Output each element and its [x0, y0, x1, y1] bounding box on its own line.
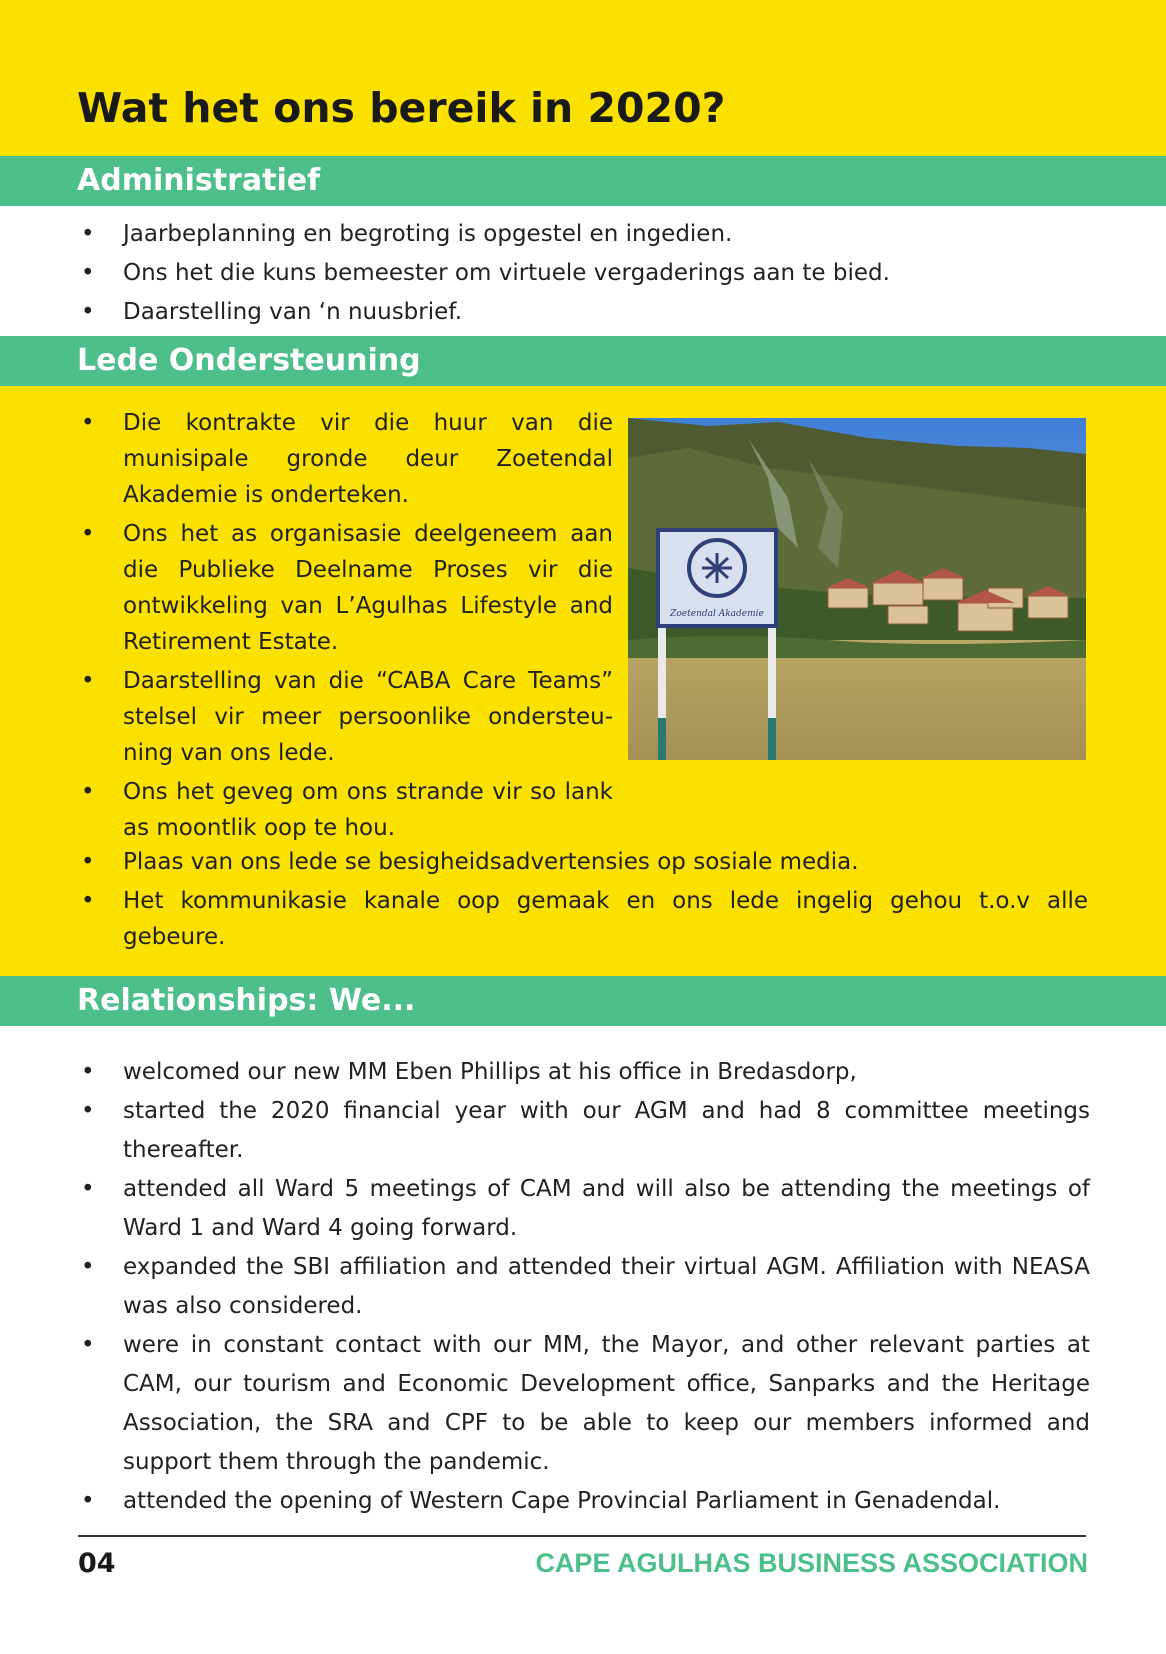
- list-item: • Het kommunikasie kanale oop gemaak en ons lede ingelig gehou t.o.v alle gebeure.: [78, 883, 1088, 955]
- page-title: Wat het ons bereik in 2020?: [77, 84, 726, 132]
- section-heading-lede-ondersteuning: Lede Ondersteuning: [0, 336, 1166, 386]
- list-item: • Ons het die kuns bemeester om virtuele vergaderings aan te bied.: [78, 254, 1088, 293]
- list-item: • Ons het as organisasie deelgeneem aan die Publieke Deelname Proses vir die ontwikkeling van L’Agulhas Lifestyle and Retirement Estate.: [78, 516, 613, 660]
- section-heading-relationships: Relationships: We...: [0, 976, 1166, 1026]
- list-item: • Ons het geveg om ons strande vir so lank as moontlik oop te hou.: [78, 774, 613, 846]
- list-item: • Plaas van ons lede se besigheidsadvertensies op sosiale media.: [78, 844, 1088, 880]
- lede-list-continued: [78, 844, 1088, 958]
- list-item: • Daarstelling van die “CABA Care Teams” stelsel vir meer persoonlike ondersteu-ning van ons lede.: [78, 663, 613, 771]
- header-background: [0, 0, 1166, 156]
- list-item: • Die kontrakte vir die huur van die munisipale gronde deur Zoetendal Akademie is onderteken.: [78, 405, 613, 513]
- list-item: • welcomed our new MM Eben Phillips at his office in Bredasdorp,: [78, 1053, 1090, 1092]
- organisation-name: CAPE AGULHAS BUSINESS ASSOCIATION: [535, 1548, 1088, 1578]
- list-item: • were in constant contact with our MM, the Mayor, and other relevant parties at CAM, our tourism and Economic Development office, Sanparks and the Heritage Association, the SRA and CPF to be able to keep our members informed and support them through the pandemic.: [78, 1326, 1090, 1482]
- section-heading-administratief: Administratief: [0, 156, 1166, 206]
- list-item: • Jaarbeplanning en begroting is opgestel en ingedien.: [78, 215, 1088, 254]
- list-item: • attended the opening of Western Cape Provincial Parliament in Genadendal.: [78, 1482, 1090, 1521]
- list-item: • Daarstelling van ‘n nuusbrief.: [78, 293, 1088, 332]
- sign-text: Zoetendal Akademie: [670, 609, 764, 619]
- page-number: 04: [78, 1548, 116, 1579]
- zoetendal-akademie-photo: [628, 418, 1086, 760]
- relationships-list: [78, 1053, 1090, 1521]
- lede-list: [78, 405, 613, 849]
- list-item: • started the 2020 financial year with our AGM and had 8 committee meetings thereafter.: [78, 1092, 1090, 1170]
- list-item: • attended all Ward 5 meetings of CAM and will also be attending the meetings of Ward 1 and Ward 4 going forward.: [78, 1170, 1090, 1248]
- footer-divider: [78, 1535, 1086, 1537]
- administratief-list: [78, 215, 1088, 332]
- list-item: • expanded the SBI affiliation and attended their virtual AGM. Affiliation with NEASA was also considered.: [78, 1248, 1090, 1326]
